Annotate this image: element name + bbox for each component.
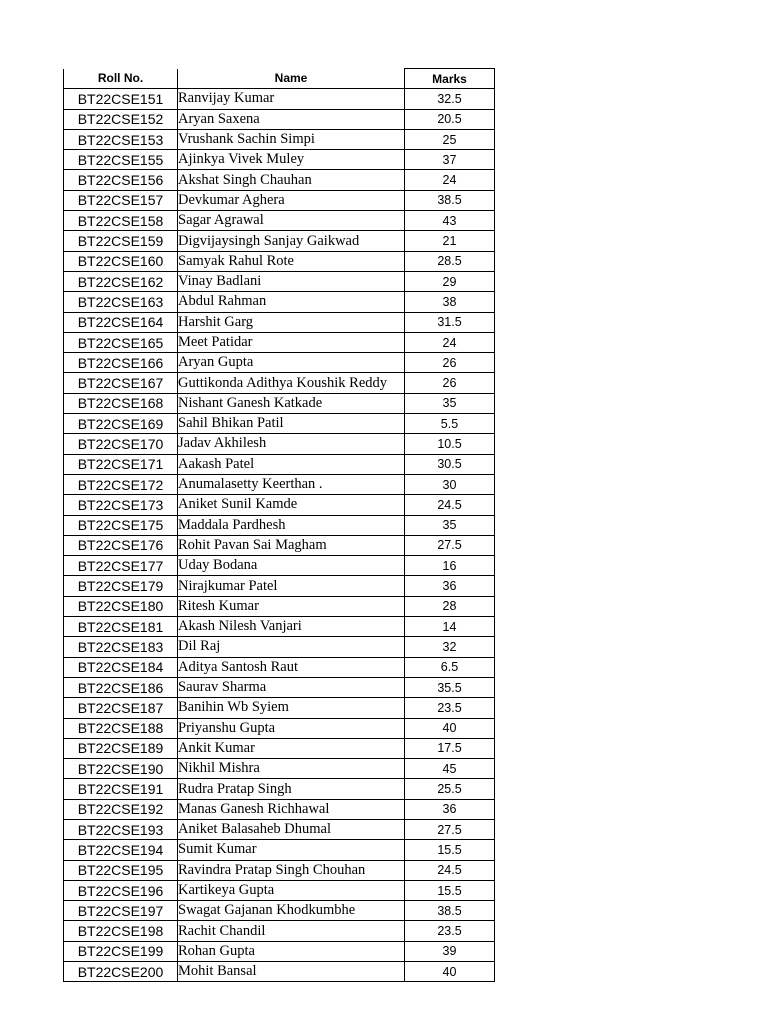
table-row <box>64 312 495 332</box>
marks-cell: 5.5 <box>405 414 495 434</box>
table-row <box>64 271 495 291</box>
name-cell: Aryan Gupta <box>178 353 405 373</box>
table-row <box>64 677 495 697</box>
marks-cell: 20.5 <box>405 109 495 129</box>
roll-no-cell: BT22CSE189 <box>64 738 178 758</box>
marks-header: Marks <box>405 69 495 89</box>
roll-no-cell: BT22CSE175 <box>64 515 178 535</box>
table-row <box>64 353 495 373</box>
roll-no-cell: BT22CSE173 <box>64 495 178 515</box>
table-row <box>64 150 495 170</box>
roll-no-cell: BT22CSE190 <box>64 759 178 779</box>
marks-cell: 30 <box>405 474 495 494</box>
name-cell: Devkumar Aghera <box>178 190 405 210</box>
marks-cell: 26 <box>405 373 495 393</box>
table-row <box>64 454 495 474</box>
name-cell: Jadav Akhilesh <box>178 434 405 454</box>
table-row <box>64 434 495 454</box>
name-cell: Nirajkumar Patel <box>178 576 405 596</box>
table-row <box>64 698 495 718</box>
name-cell: Abdul Rahman <box>178 292 405 312</box>
marks-table <box>63 68 495 982</box>
name-cell: Vinay Badlani <box>178 271 405 291</box>
table-row <box>64 779 495 799</box>
table-row <box>64 921 495 941</box>
table-row <box>64 211 495 231</box>
roll-no-cell: BT22CSE177 <box>64 556 178 576</box>
roll-no-cell: BT22CSE187 <box>64 698 178 718</box>
marks-cell: 24 <box>405 332 495 352</box>
table-row <box>64 840 495 860</box>
roll-no-cell: BT22CSE186 <box>64 677 178 697</box>
roll-no-cell: BT22CSE179 <box>64 576 178 596</box>
table-row <box>64 657 495 677</box>
header-row <box>64 69 495 89</box>
marks-cell: 38 <box>405 292 495 312</box>
name-cell: Harshit Garg <box>178 312 405 332</box>
marks-cell: 32 <box>405 637 495 657</box>
table-row <box>64 880 495 900</box>
table-body <box>64 89 495 982</box>
name-cell: Akash Nilesh Vanjari <box>178 617 405 637</box>
table-row <box>64 799 495 819</box>
name-cell: Aniket Balasaheb Dhumal <box>178 819 405 839</box>
name-cell: Vrushank Sachin Simpi <box>178 129 405 149</box>
roll-no-cell: BT22CSE159 <box>64 231 178 251</box>
name-cell: Ranvijay Kumar <box>178 89 405 109</box>
name-cell: Dil Raj <box>178 637 405 657</box>
marks-cell: 31.5 <box>405 312 495 332</box>
name-cell: Rachit Chandil <box>178 921 405 941</box>
name-cell: Nikhil Mishra <box>178 759 405 779</box>
name-cell: Ankit Kumar <box>178 738 405 758</box>
marks-cell: 6.5 <box>405 657 495 677</box>
marks-cell: 26 <box>405 353 495 373</box>
table-row <box>64 860 495 880</box>
roll-no-cell: BT22CSE188 <box>64 718 178 738</box>
name-cell: Maddala Pardhesh <box>178 515 405 535</box>
table-row <box>64 292 495 312</box>
marks-cell: 24 <box>405 170 495 190</box>
roll-no-cell: BT22CSE156 <box>64 170 178 190</box>
name-cell: Aakash Patel <box>178 454 405 474</box>
name-cell: Priyanshu Gupta <box>178 718 405 738</box>
marks-cell: 39 <box>405 941 495 961</box>
marks-cell: 14 <box>405 617 495 637</box>
roll-no-cell: BT22CSE193 <box>64 819 178 839</box>
table-row <box>64 637 495 657</box>
name-cell: Swagat Gajanan Khodkumbhe <box>178 901 405 921</box>
marks-cell: 35 <box>405 393 495 413</box>
name-cell: Aniket Sunil Kamde <box>178 495 405 515</box>
name-cell: Ajinkya Vivek Muley <box>178 150 405 170</box>
roll-no-cell: BT22CSE160 <box>64 251 178 271</box>
roll-no-cell: BT22CSE167 <box>64 373 178 393</box>
marks-cell: 24.5 <box>405 495 495 515</box>
name-cell: Sahil Bhikan Patil <box>178 414 405 434</box>
marks-cell: 35 <box>405 515 495 535</box>
marks-cell: 45 <box>405 759 495 779</box>
roll-no-cell: BT22CSE194 <box>64 840 178 860</box>
marks-cell: 23.5 <box>405 921 495 941</box>
marks-cell: 25.5 <box>405 779 495 799</box>
table-row <box>64 414 495 434</box>
marks-cell: 29 <box>405 271 495 291</box>
table-row <box>64 495 495 515</box>
marks-cell: 38.5 <box>405 901 495 921</box>
marks-cell: 30.5 <box>405 454 495 474</box>
table-row <box>64 759 495 779</box>
name-cell: Mohit Bansal <box>178 962 405 982</box>
table-row <box>64 617 495 637</box>
roll-no-cell: BT22CSE172 <box>64 474 178 494</box>
roll-no-cell: BT22CSE166 <box>64 353 178 373</box>
table-row <box>64 251 495 271</box>
roll-no-cell: BT22CSE155 <box>64 150 178 170</box>
name-cell: Nishant Ganesh Katkade <box>178 393 405 413</box>
marks-cell: 27.5 <box>405 819 495 839</box>
roll-no-cell: BT22CSE163 <box>64 292 178 312</box>
table-row <box>64 718 495 738</box>
table-row <box>64 535 495 555</box>
marks-cell: 35.5 <box>405 677 495 697</box>
name-cell: Kartikeya Gupta <box>178 880 405 900</box>
name-cell: Sumit Kumar <box>178 840 405 860</box>
marks-cell: 32.5 <box>405 89 495 109</box>
table-row <box>64 962 495 982</box>
roll-no-cell: BT22CSE191 <box>64 779 178 799</box>
roll-no-cell: BT22CSE181 <box>64 617 178 637</box>
roll-no-cell: BT22CSE200 <box>64 962 178 982</box>
name-cell: Aditya Santosh Raut <box>178 657 405 677</box>
name-cell: Digvijaysingh Sanjay Gaikwad <box>178 231 405 251</box>
marks-cell: 23.5 <box>405 698 495 718</box>
name-cell: Akshat Singh Chauhan <box>178 170 405 190</box>
marks-cell: 24.5 <box>405 860 495 880</box>
roll-no-cell: BT22CSE176 <box>64 535 178 555</box>
marks-cell: 28.5 <box>405 251 495 271</box>
roll-no-cell: BT22CSE183 <box>64 637 178 657</box>
marks-cell: 17.5 <box>405 738 495 758</box>
table-row <box>64 596 495 616</box>
name-cell: Rudra Pratap Singh <box>178 779 405 799</box>
table-row <box>64 393 495 413</box>
roll-no-cell: BT22CSE180 <box>64 596 178 616</box>
name-cell: Guttikonda Adithya Koushik Reddy <box>178 373 405 393</box>
name-cell: Rohan Gupta <box>178 941 405 961</box>
roll-no-cell: BT22CSE170 <box>64 434 178 454</box>
roll-no-cell: BT22CSE192 <box>64 799 178 819</box>
roll-no-cell: BT22CSE197 <box>64 901 178 921</box>
table-row <box>64 474 495 494</box>
marks-cell: 40 <box>405 718 495 738</box>
table-row <box>64 332 495 352</box>
table-row <box>64 231 495 251</box>
table-row <box>64 901 495 921</box>
roll-no-cell: BT22CSE184 <box>64 657 178 677</box>
name-cell: Banihin Wb Syiem <box>178 698 405 718</box>
table-row <box>64 109 495 129</box>
table-row <box>64 556 495 576</box>
name-cell: Anumalasetty Keerthan . <box>178 474 405 494</box>
name-cell: Manas Ganesh Richhawal <box>178 799 405 819</box>
marks-cell: 21 <box>405 231 495 251</box>
marks-cell: 36 <box>405 799 495 819</box>
roll-no-cell: BT22CSE162 <box>64 271 178 291</box>
name-cell: Rohit Pavan Sai Magham <box>178 535 405 555</box>
table-row <box>64 576 495 596</box>
roll-no-cell: BT22CSE153 <box>64 129 178 149</box>
name-cell: Aryan Saxena <box>178 109 405 129</box>
table-row <box>64 941 495 961</box>
roll-no-cell: BT22CSE165 <box>64 332 178 352</box>
roll-no-header: Roll No. <box>64 69 178 89</box>
table-row <box>64 190 495 210</box>
roll-no-cell: BT22CSE151 <box>64 89 178 109</box>
table-row <box>64 129 495 149</box>
table-row <box>64 819 495 839</box>
roll-no-cell: BT22CSE198 <box>64 921 178 941</box>
name-cell: Ritesh Kumar <box>178 596 405 616</box>
table-row <box>64 170 495 190</box>
roll-no-cell: BT22CSE196 <box>64 880 178 900</box>
roll-no-cell: BT22CSE152 <box>64 109 178 129</box>
marks-cell: 36 <box>405 576 495 596</box>
roll-no-cell: BT22CSE195 <box>64 860 178 880</box>
marks-cell: 40 <box>405 962 495 982</box>
name-cell: Samyak Rahul Rote <box>178 251 405 271</box>
name-cell: Ravindra Pratap Singh Chouhan <box>178 860 405 880</box>
name-cell: Uday Bodana <box>178 556 405 576</box>
marks-cell: 38.5 <box>405 190 495 210</box>
marks-cell: 25 <box>405 129 495 149</box>
marks-cell: 28 <box>405 596 495 616</box>
marks-cell: 16 <box>405 556 495 576</box>
roll-no-cell: BT22CSE169 <box>64 414 178 434</box>
name-cell: Meet Patidar <box>178 332 405 352</box>
marks-cell: 27.5 <box>405 535 495 555</box>
roll-no-cell: BT22CSE164 <box>64 312 178 332</box>
marks-cell: 15.5 <box>405 840 495 860</box>
name-cell: Sagar Agrawal <box>178 211 405 231</box>
roll-no-cell: BT22CSE171 <box>64 454 178 474</box>
roll-no-cell: BT22CSE199 <box>64 941 178 961</box>
marks-cell: 10.5 <box>405 434 495 454</box>
marks-cell: 37 <box>405 150 495 170</box>
table-row <box>64 515 495 535</box>
roll-no-cell: BT22CSE158 <box>64 211 178 231</box>
table-row <box>64 89 495 109</box>
marks-cell: 15.5 <box>405 880 495 900</box>
marks-cell: 43 <box>405 211 495 231</box>
name-cell: Saurav Sharma <box>178 677 405 697</box>
roll-no-cell: BT22CSE157 <box>64 190 178 210</box>
name-header: Name <box>178 69 405 89</box>
roll-no-cell: BT22CSE168 <box>64 393 178 413</box>
table-row <box>64 373 495 393</box>
table-row <box>64 738 495 758</box>
